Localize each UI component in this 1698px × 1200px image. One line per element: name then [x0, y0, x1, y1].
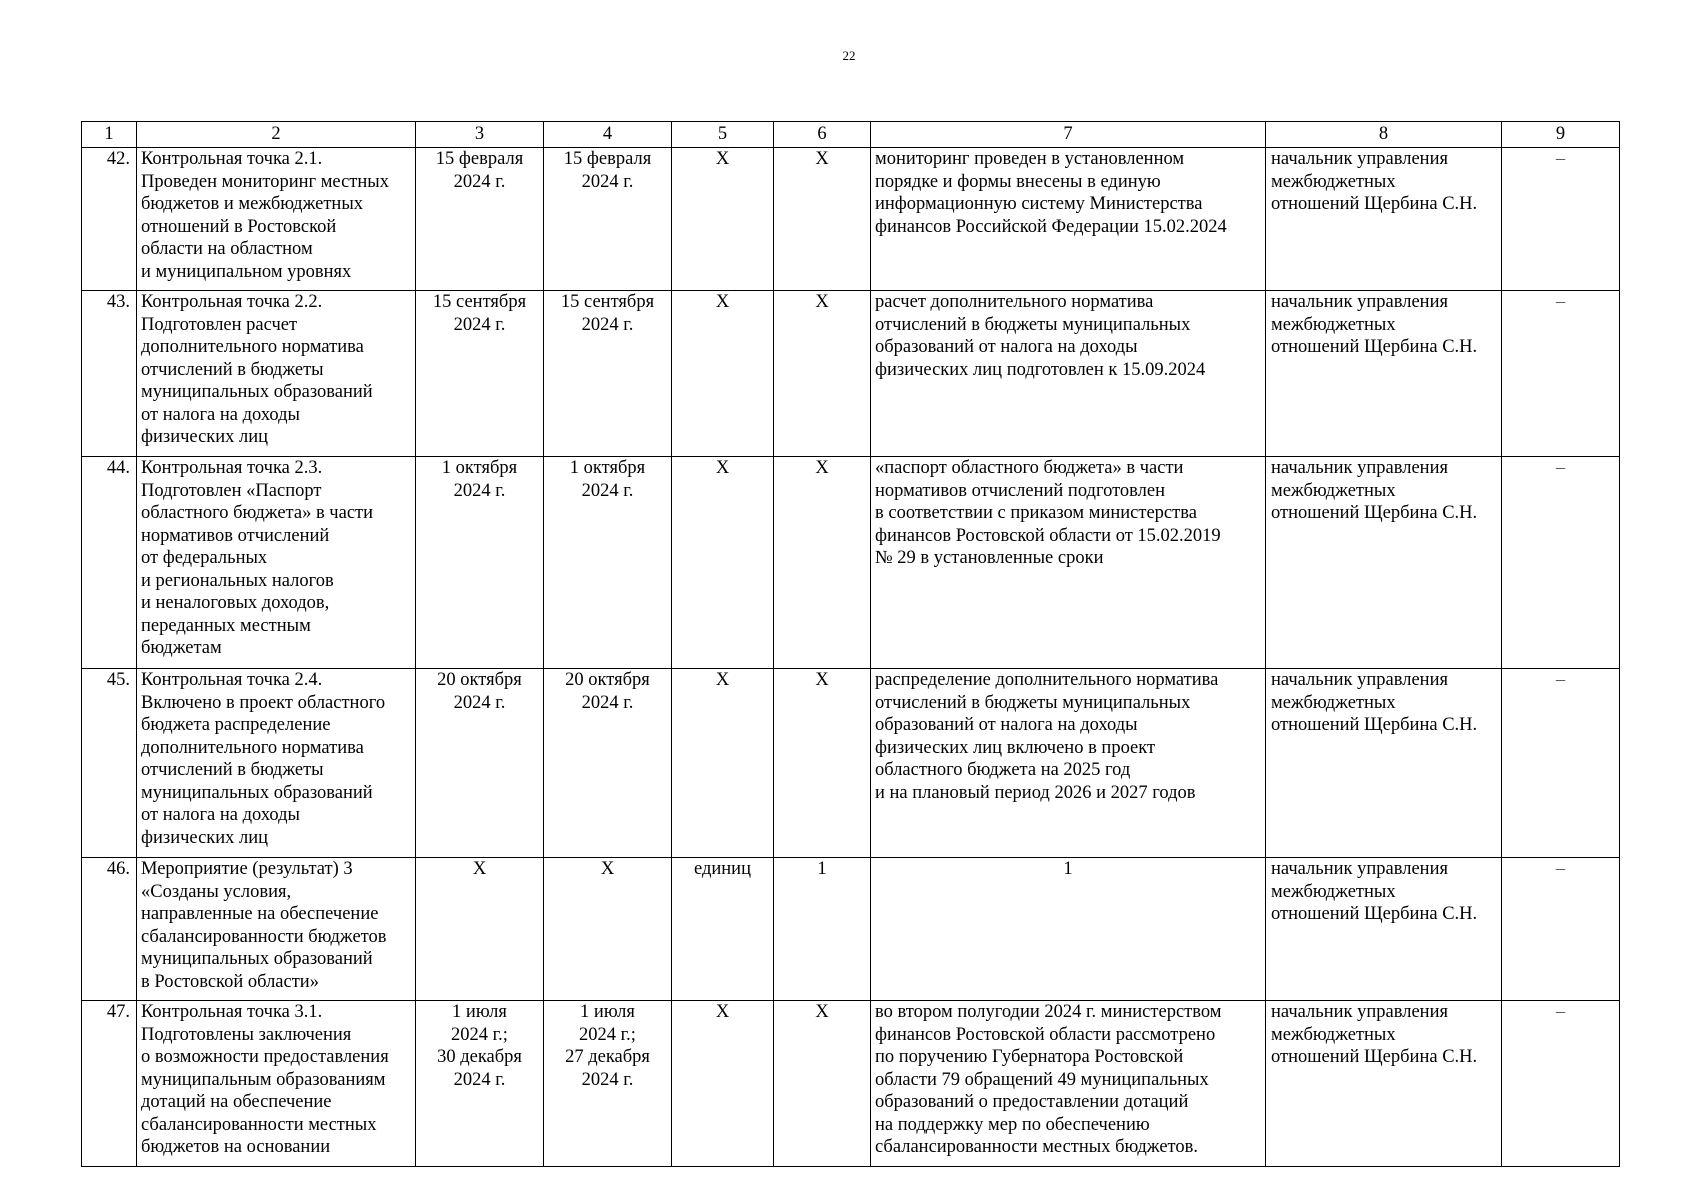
column-number: 5	[672, 122, 774, 148]
row-title: Контрольная точка 2.1. Проведен мониторинг местных бюджетов и межбюджетных отношений в Ростовской области на областном и муниципальном уровнях	[137, 148, 416, 291]
value-cell: Х	[774, 291, 871, 457]
row-number: 47.	[82, 1001, 137, 1167]
responsible-person: начальник управления межбюджетных отношений Щербина С.Н.	[1266, 858, 1502, 1001]
note-dash: –	[1502, 148, 1620, 291]
value-cell: Х	[774, 1001, 871, 1167]
row-number: 44.	[82, 457, 137, 669]
row-number: 46.	[82, 858, 137, 1001]
planned-date: Х	[416, 858, 544, 1001]
planned-date: 15 сентября 2024 г.	[416, 291, 544, 457]
row-title: Контрольная точка 2.3. Подготовлен «Паспорт областного бюджета» в части нормативов отчислений от федеральных и региональных налогов и неналоговых доходов, переданных местным бюджетам	[137, 457, 416, 669]
value-cell: Х	[774, 457, 871, 669]
actual-date: 15 февраля 2024 г.	[544, 148, 672, 291]
value-cell: 1	[774, 858, 871, 1001]
note-dash: –	[1502, 669, 1620, 858]
column-number: 9	[1502, 122, 1620, 148]
table-row	[82, 669, 1620, 858]
unit-cell: единиц	[672, 858, 774, 1001]
report-table	[81, 121, 1620, 1167]
row-number: 42.	[82, 148, 137, 291]
row-title: Контрольная точка 3.1. Подготовлены заключения о возможности предоставления муниципальным образованиям дотаций на обеспечение сбалансированности местных бюджетов на основании	[137, 1001, 416, 1167]
column-number: 1	[82, 122, 137, 148]
row-number: 43.	[82, 291, 137, 457]
responsible-person: начальник управления межбюджетных отношений Щербина С.Н.	[1266, 148, 1502, 291]
row-title: Контрольная точка 2.2. Подготовлен расчет дополнительного норматива отчислений в бюджеты муниципальных образований от налога на доходы физических лиц	[137, 291, 416, 457]
table-row	[82, 1001, 1620, 1167]
column-number: 2	[137, 122, 416, 148]
actual-date: 1 октября 2024 г.	[544, 457, 672, 669]
note-dash: –	[1502, 291, 1620, 457]
note-dash: –	[1502, 858, 1620, 1001]
value-cell: Х	[774, 148, 871, 291]
actual-date: 1 июля 2024 г.; 27 декабря 2024 г.	[544, 1001, 672, 1167]
actual-date: 15 сентября 2024 г.	[544, 291, 672, 457]
column-number: 3	[416, 122, 544, 148]
unit-cell: Х	[672, 291, 774, 457]
column-number: 6	[774, 122, 871, 148]
value-cell: Х	[774, 669, 871, 858]
table-row	[82, 291, 1620, 457]
result-description: «паспорт областного бюджета» в части нормативов отчислений подготовлен в соответствии с приказом министерства финансов Ростовской области от 15.02.2019 № 29 в установленные сроки	[871, 457, 1266, 669]
table-row	[82, 457, 1620, 669]
unit-cell: Х	[672, 457, 774, 669]
result-description: расчет дополнительного норматива отчислений в бюджеты муниципальных образований от налога на доходы физических лиц подготовлен к 15.09.2024	[871, 291, 1266, 457]
result-description: мониторинг проведен в установленном порядке и формы внесены в единую информационную систему Министерства финансов Российской Федерации 15.02.2024	[871, 148, 1266, 291]
column-number: 4	[544, 122, 672, 148]
row-number: 45.	[82, 669, 137, 858]
table-row	[82, 858, 1620, 1001]
actual-date: 20 октября 2024 г.	[544, 669, 672, 858]
note-dash: –	[1502, 1001, 1620, 1167]
unit-cell: Х	[672, 1001, 774, 1167]
responsible-person: начальник управления межбюджетных отношений Щербина С.Н.	[1266, 291, 1502, 457]
table-row	[82, 148, 1620, 291]
actual-date: Х	[544, 858, 672, 1001]
note-dash: –	[1502, 457, 1620, 669]
planned-date: 15 февраля 2024 г.	[416, 148, 544, 291]
column-number: 7	[871, 122, 1266, 148]
row-title: Мероприятие (результат) 3 «Созданы условия, направленные на обеспечение сбалансированности бюджетов муниципальных образований в Ростовской области»	[137, 858, 416, 1001]
responsible-person: начальник управления межбюджетных отношений Щербина С.Н.	[1266, 669, 1502, 858]
result-description: распределение дополнительного норматива отчислений в бюджеты муниципальных образований от налога на доходы физических лиц включено в проект областного бюджета на 2025 год и на плановый период 2026 и 2027 годов	[871, 669, 1266, 858]
responsible-person: начальник управления межбюджетных отношений Щербина С.Н.	[1266, 457, 1502, 669]
result-description: во втором полугодии 2024 г. министерством финансов Ростовской области рассмотрено по поручению Губернатора Ростовской области 79 обращений 49 муниципальных образований о предоставлении дотаций на поддержку мер по обеспечению сбалансированности местных бюджетов.	[871, 1001, 1266, 1167]
column-number-row	[82, 122, 1620, 148]
planned-date: 1 октября 2024 г.	[416, 457, 544, 669]
unit-cell: Х	[672, 669, 774, 858]
planned-date: 20 октября 2024 г.	[416, 669, 544, 858]
result-description: 1	[871, 858, 1266, 1001]
page-number: 22	[842, 48, 856, 63]
responsible-person: начальник управления межбюджетных отношений Щербина С.Н.	[1266, 1001, 1502, 1167]
unit-cell: Х	[672, 148, 774, 291]
column-number: 8	[1266, 122, 1502, 148]
planned-date: 1 июля 2024 г.; 30 декабря 2024 г.	[416, 1001, 544, 1167]
row-title: Контрольная точка 2.4. Включено в проект областного бюджета распределение дополнительного норматива отчислений в бюджеты муниципальных образований от налога на доходы физических лиц	[137, 669, 416, 858]
